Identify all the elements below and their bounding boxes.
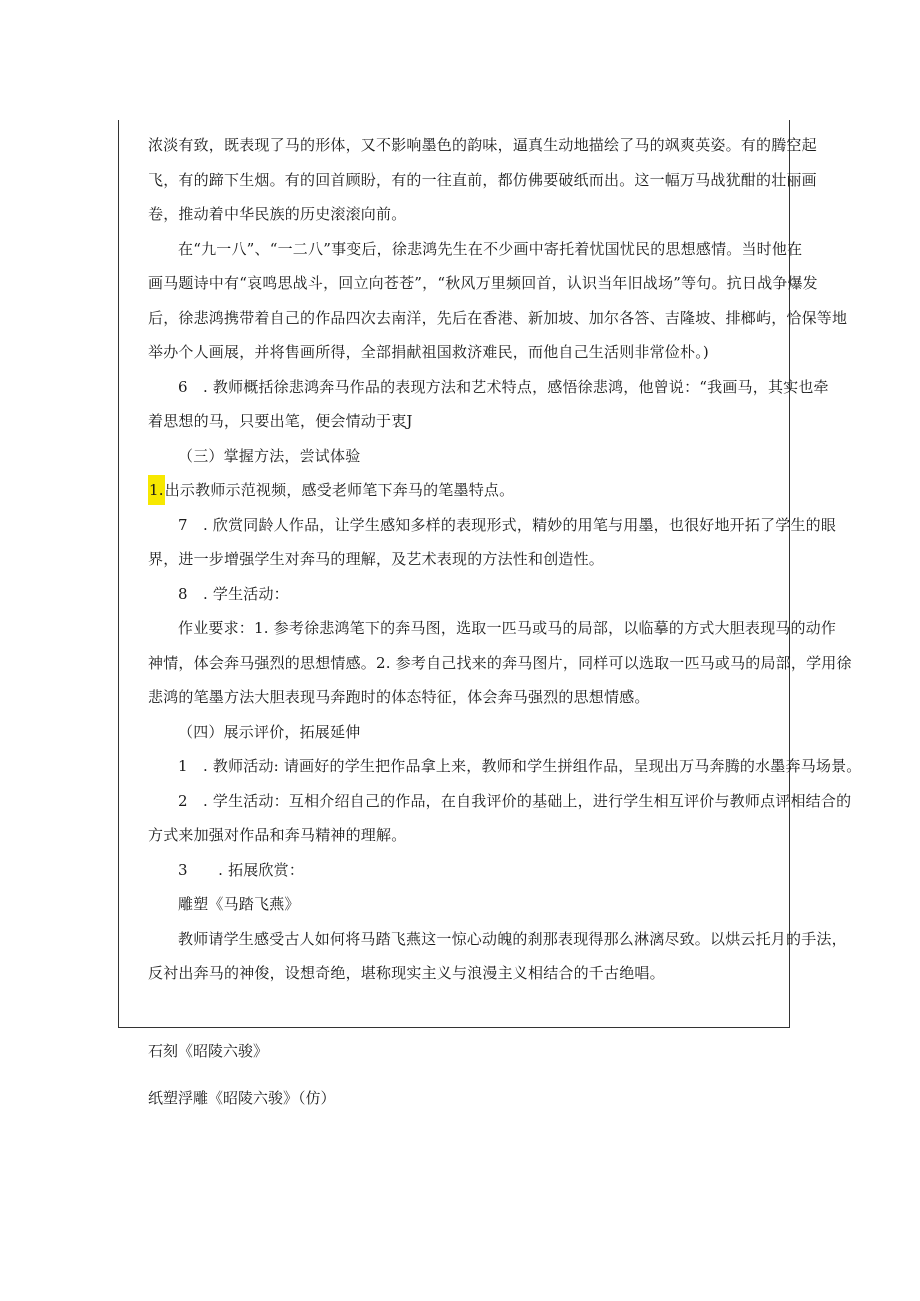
show-item-3: 3 . 拓展欣赏： — [178, 860, 305, 879]
paragraph-line: 浓淡有致，既表现了马的形体，又不影响墨色的韵味，逼真生动地描绘了马的飒爽英姿。有的腾空起 — [148, 136, 817, 154]
list-item-7-cont: 界，进一步增强学生对奔马的理解，及艺术表现的方法性和创造性。 — [148, 550, 605, 568]
paragraph-line: 后，徐悲鸿携带着自己的作品四次去南洋，先后在香港、新加坡、加尔各答、吉隆坡、排榔屿，恰保等地 — [148, 308, 848, 327]
paragraph-line: 飞，有的蹄下生烟。有的回首顾盼，有的一往直前，都仿佛要破纸而出。这一幅万马战犹酣的壮丽画 — [148, 170, 817, 189]
list-item-1 — [148, 473, 788, 508]
list-item-7: 7 . 欣赏同龄人作品，让学生感知多样的表现形式，精妙的用笔与用墨，也很好地开拓了学生的眼 — [178, 515, 837, 534]
show-item-1: 1 . 教师活动: 请画好的学生把作品拿上来，教师和学生拼组作品，呈现出万马奔腾的水墨奔马场景。 — [178, 757, 862, 775]
list-item-8: 8 . 学生活动： — [178, 584, 289, 603]
sculpture-desc-line: 教师请学生感受古人如何将马踏飞燕这一惊心动魄的刹那表现得那么淋漓尽致。以烘云托月的手法， — [178, 929, 847, 948]
highlighted-number: 1. — [148, 475, 165, 505]
homework-line: 神情，体会奔马强烈的思想情感。2. 参考自己找来的奔马图片，同样可以选取一匹马或马的局部，学用徐 — [148, 653, 852, 672]
paragraph-line: 画马题诗中有“哀鸣思战斗，回立向苍苍”，“秋风万里频回首，认识当年旧战场”等句。抗日战争爆发 — [148, 274, 818, 292]
sculpture-desc-line: 反衬出奔马的神俊，设想奇绝，堪称现实主义与浪漫主义相结合的千古绝唱。 — [148, 964, 665, 982]
table-content — [148, 128, 862, 991]
stone-carving-title: 石刻《昭陵六骏》 — [148, 1042, 269, 1060]
sculpture-title: 雕塑《马踏飞燕》 — [178, 895, 300, 913]
section-heading-4: （四）展示评价，拓展延伸 — [178, 722, 361, 741]
list-item-1-text: 出示教师示范视频，感受老师笔下奔马的笔墨特点。 — [164, 481, 515, 499]
show-item-2: 2 . 学生活动：互相介绍自己的作品，在自我评价的基础上，进行学生相互评价与教师点评相结合的 — [178, 791, 852, 810]
homework-line: 作业要求：1. 参考徐悲鸿笔下的奔马图，选取一匹马或马的局部，以临摹的方式大胆表现马的动作 — [178, 619, 837, 637]
list-item-6-cont: 着思想的马，只要出笔，便会情动于衷J — [148, 412, 413, 430]
show-item-2-cont: 方式来加强对作品和奔马精神的理解。 — [148, 826, 407, 844]
paper-relief-title: 纸塑浮雕《昭陵六骏》（仿） — [148, 1089, 336, 1107]
paragraph-line: 卷，推动着中华民族的历史滚滚向前。 — [148, 205, 407, 223]
paragraph-line: 在“九一八”、“一二八”事变后，徐悲鸿先生在不少画中寄托着忧国忧民的思想感情。当时他在 — [178, 239, 803, 258]
homework-line: 悲鸿的笔墨方法大胆表现马奔跑时的体态特征，体会奔马强烈的思想情感。 — [148, 688, 650, 706]
paragraph-line: 举办个人画展，并将售画所得，全部捐献祖国救济难民，而他自己生活则非常俭朴。) — [148, 343, 709, 361]
section-heading-3: （三）掌握方法，尝试体验 — [178, 446, 361, 465]
list-item-6: 6 . 教师概括徐悲鸿奔马作品的表现方法和艺术特点，感悟徐悲鸿，他曾说：“我画马，其实也牵 — [178, 377, 829, 396]
